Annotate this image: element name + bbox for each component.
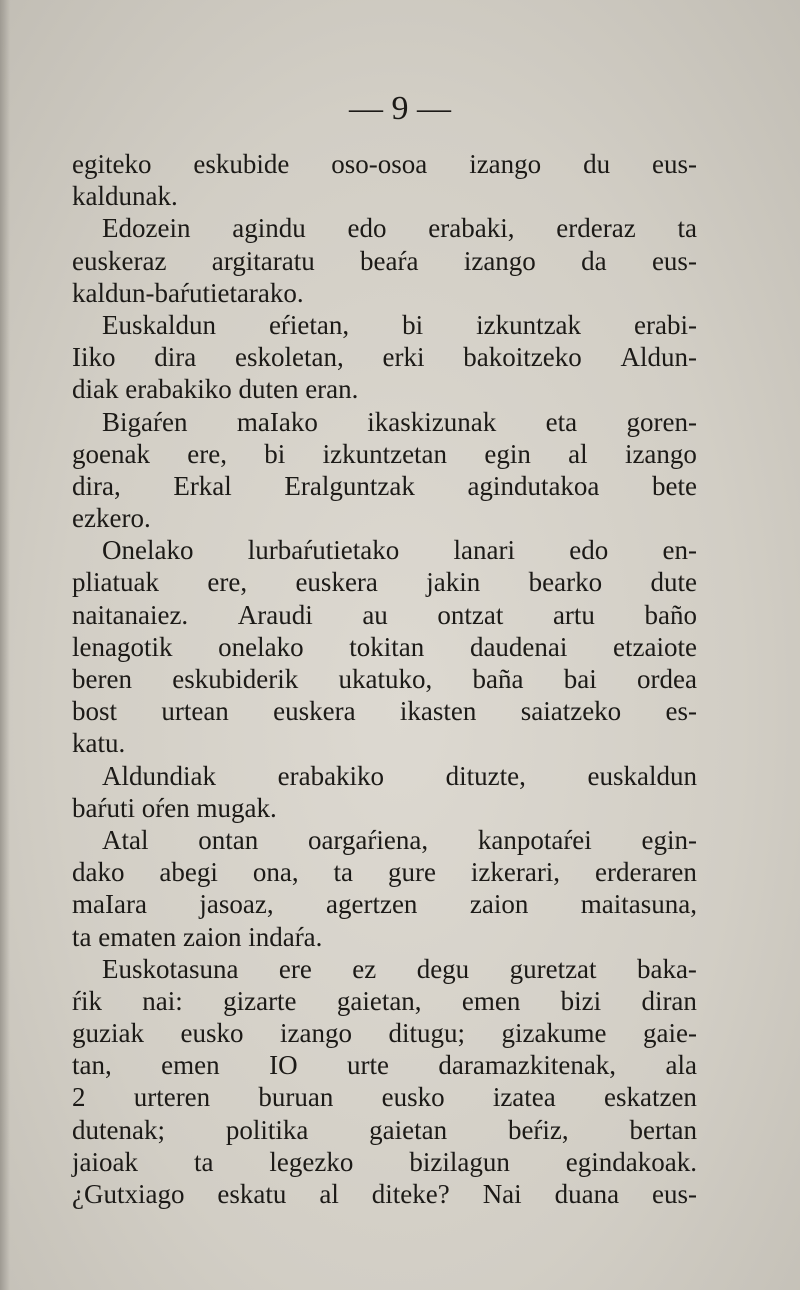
word: gaie- (643, 1018, 697, 1049)
word: politika (225, 1114, 309, 1145)
word: degu (416, 953, 470, 984)
word: ontan (198, 824, 259, 855)
text-line (72, 663, 697, 695)
word: ditugu; (388, 1018, 466, 1049)
word: erki (382, 342, 425, 373)
word: eskubide (193, 149, 290, 179)
word: dituzte, (445, 760, 526, 791)
word: en- (662, 535, 697, 566)
word: emen (461, 985, 521, 1016)
word: oso-osoa (331, 149, 428, 179)
word: erabakiko (125, 374, 239, 405)
word: ordea (637, 664, 697, 694)
word: goenak (72, 438, 150, 469)
word: egindakoak. (565, 1146, 697, 1177)
word: ŕik (72, 985, 102, 1016)
word: gaietan (369, 1114, 448, 1145)
word: bizilagun (409, 1146, 510, 1177)
word: jaioak (72, 1146, 138, 1177)
word: izango (280, 1018, 352, 1049)
word: ta (193, 1146, 214, 1177)
text-line (72, 1146, 697, 1178)
word: eskoletan, (235, 342, 344, 373)
word: ta (677, 213, 697, 244)
text-line (72, 438, 697, 470)
word: al (319, 1179, 339, 1209)
word: Araudi (237, 599, 313, 630)
word: ontzat (437, 599, 504, 630)
word: Nai (482, 1179, 522, 1209)
word: eran. (305, 374, 359, 405)
word: duana (554, 1179, 620, 1209)
word: gure (387, 857, 436, 888)
word: baŕuti (72, 792, 142, 823)
word: Iiko (72, 342, 116, 373)
word: erabaki, (428, 213, 515, 244)
text-line (72, 695, 697, 727)
word: gaietan, (336, 985, 422, 1016)
word: izkerari, (470, 857, 561, 888)
word: izango (469, 149, 542, 179)
text-line (72, 373, 697, 405)
word: du (583, 149, 611, 179)
word: Euskaldun (102, 309, 216, 340)
word: eus- (651, 245, 697, 276)
word: Atal (102, 824, 149, 855)
word: diak (72, 374, 126, 405)
page-edge-shadow (0, 0, 10, 1290)
word: abegi (159, 857, 218, 888)
word: artu (552, 599, 595, 630)
word: bost (72, 696, 118, 727)
text-line (72, 1081, 697, 1113)
word: ere, (187, 438, 227, 469)
word: agindutakoa (467, 470, 600, 501)
word: baño (644, 599, 697, 630)
word: baka- (636, 953, 697, 984)
word: Edozein (102, 213, 191, 244)
word: Bigaŕen (102, 406, 188, 437)
word: eskubiderik (172, 664, 299, 694)
text-line (72, 1178, 697, 1210)
word: daudenai (469, 631, 568, 662)
word: dako (72, 857, 125, 888)
word: eskatzen (603, 1082, 697, 1113)
word: Onelako (102, 535, 194, 566)
word: egin (484, 438, 531, 469)
word: guretzat (509, 953, 597, 984)
text-line (72, 1114, 697, 1146)
word: bakoitzeko (463, 342, 582, 373)
word: bai (563, 664, 597, 694)
text-line (72, 180, 697, 212)
word: agindu (232, 213, 306, 244)
word: oargaŕiena, (307, 824, 429, 855)
word: dira, (72, 470, 121, 501)
word: 2 (72, 1082, 86, 1113)
word: jakin (426, 567, 481, 598)
word: tan, (72, 1050, 112, 1081)
word: Euskotasuna (102, 953, 239, 984)
word: bizi (560, 985, 602, 1016)
word: zaion (182, 921, 249, 952)
word: erabi- (634, 309, 697, 340)
text-line (72, 245, 697, 277)
text-line (72, 1049, 697, 1081)
word: oŕen (141, 792, 197, 823)
word: maIara (72, 889, 147, 920)
word: euskera (295, 567, 378, 598)
word: Eralguntzak (284, 470, 415, 501)
word: daramazkitenak, (438, 1050, 617, 1081)
word: ikasten (399, 696, 477, 727)
word: emen (161, 1050, 220, 1081)
word: guziak (72, 1018, 144, 1049)
word: lurbaŕutietako (247, 535, 400, 566)
word: ta (333, 857, 354, 888)
word: ere (278, 953, 312, 984)
text-line (72, 277, 697, 309)
word: da (581, 245, 607, 276)
word: egin- (641, 824, 697, 855)
word: urteren (133, 1082, 211, 1113)
word: eusko (381, 1082, 445, 1113)
word: ala (665, 1050, 697, 1081)
text-line (72, 406, 697, 438)
word: bete (652, 470, 697, 501)
word: ona, (252, 857, 299, 888)
word: bi (264, 438, 286, 469)
word: bi (402, 309, 424, 340)
word: eus- (651, 149, 697, 179)
text-line (72, 824, 697, 856)
word: erderaren (595, 857, 697, 888)
word: al (568, 438, 588, 469)
text-line (72, 856, 697, 888)
text-line (72, 888, 697, 920)
word: Aldun- (620, 342, 697, 373)
word: dute (650, 567, 697, 598)
word: gizarte (223, 985, 297, 1016)
text-line (72, 921, 697, 953)
text-line (72, 792, 697, 824)
word: izango (624, 438, 697, 469)
text-line (72, 599, 697, 631)
word: ez (352, 953, 377, 984)
word: edo (347, 213, 387, 244)
word: Erkal (173, 470, 232, 501)
word: euskeraz (72, 245, 167, 276)
word: dira (154, 342, 197, 373)
word: ta (72, 921, 99, 952)
text-line (72, 760, 697, 792)
word: buruan (258, 1082, 334, 1113)
word: egiteko (72, 149, 152, 179)
word: nai: (142, 985, 183, 1016)
word: kanpotaŕei (477, 824, 592, 855)
word: jasoaz, (199, 889, 274, 920)
word: eŕietan, (268, 309, 350, 340)
text-line (72, 566, 697, 598)
word: kaldun-baŕutietarako. (72, 277, 304, 308)
word: maitasuna, (580, 889, 697, 920)
word: edo (569, 535, 609, 566)
word: tokitan (349, 631, 425, 662)
text-line (72, 309, 697, 341)
word: diran (641, 985, 697, 1016)
word: izkuntzetan (322, 438, 448, 469)
text-line (72, 148, 697, 180)
word: izatea (492, 1082, 556, 1113)
text-line (72, 341, 697, 373)
word: euskaldun (587, 760, 697, 791)
word: eskatu (217, 1179, 287, 1209)
word: Aldundiak (102, 760, 216, 791)
word: eta (545, 406, 578, 437)
word: katu. (72, 728, 126, 759)
word: maIako (236, 406, 318, 437)
word: ¿Gutxiago (72, 1179, 185, 1209)
body-text (72, 148, 697, 1210)
word: beŕiz, (507, 1114, 569, 1145)
word: zaion (469, 889, 529, 920)
word: saiatzeko (520, 696, 622, 727)
text-line (72, 502, 697, 534)
word: urtean (161, 696, 229, 727)
word: onelako (218, 631, 304, 662)
text-line (72, 212, 697, 244)
word: ezkero. (72, 503, 151, 534)
word: goren- (626, 406, 697, 437)
word: urte (347, 1050, 389, 1081)
word: kaldunak. (72, 181, 178, 212)
word: beaŕa (360, 245, 419, 276)
text-line (72, 631, 697, 663)
text-line (72, 534, 697, 566)
word: bertan (629, 1114, 697, 1145)
word: duten (238, 374, 306, 405)
word: mugak. (196, 792, 277, 823)
word: ukatuko, (338, 664, 433, 694)
word: erabakiko (277, 760, 385, 791)
text-line (72, 953, 697, 985)
word: erderaz (556, 213, 636, 244)
word: beren (72, 664, 132, 694)
word: izango (463, 245, 536, 276)
text-line (72, 985, 697, 1017)
word: izkuntzak (476, 309, 582, 340)
word: eus- (652, 1179, 697, 1209)
word: agertzen (326, 889, 418, 920)
word: argitaratu (211, 245, 315, 276)
word: etzaiote (613, 631, 697, 662)
word: indaŕa. (248, 921, 323, 952)
word: ikaskizunak (367, 406, 497, 437)
word: lanari (453, 535, 515, 566)
word: bearko (528, 567, 603, 598)
word: naitanaiez. (72, 599, 189, 630)
word: pliatuak (72, 567, 159, 598)
word: baña (472, 664, 524, 694)
word: au (362, 599, 388, 630)
word: es- (665, 696, 697, 727)
word: euskera (273, 696, 356, 727)
word: ere, (207, 567, 248, 598)
word: diteke? (371, 1179, 450, 1209)
text-line (72, 470, 697, 502)
word: IO (269, 1050, 298, 1081)
text-line (72, 727, 697, 759)
word: ematen (98, 921, 183, 952)
word: eusko (180, 1018, 244, 1049)
word: lenagotik (72, 631, 173, 662)
page-number: — 9 — (349, 90, 451, 127)
word: dutenak; (72, 1114, 165, 1145)
word: gizakume (501, 1018, 607, 1049)
word: legezko (269, 1146, 354, 1177)
text-line (72, 1017, 697, 1049)
